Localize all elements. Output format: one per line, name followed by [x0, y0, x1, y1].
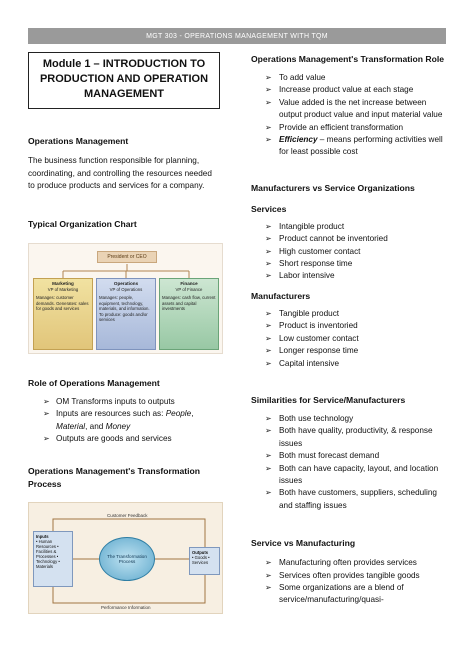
chevron-bullet-icon: ➢	[265, 570, 272, 580]
performance-info-label: Performance Information	[101, 605, 151, 610]
chevron-bullet-icon: ➢	[265, 426, 272, 436]
list-item-text: To add value	[279, 73, 326, 82]
customer-feedback-label: Customer Feedback	[107, 513, 148, 518]
list-item	[251, 570, 447, 582]
list-item-text: Product cannot be inventoried	[279, 234, 388, 244]
org-marketing-title: Marketing	[52, 281, 74, 286]
chevron-bullet-icon: ➢	[265, 259, 272, 269]
similarities-list	[251, 413, 447, 512]
list-item-text: Product is inventoried	[279, 321, 358, 331]
chevron-bullet-icon: ➢	[265, 73, 272, 82]
chevron-bullet-icon: ➢	[265, 271, 272, 281]
role-section	[28, 378, 223, 490]
role-item-people: People	[165, 409, 192, 419]
role-item-text: Inputs are resources such as:	[56, 409, 166, 419]
chevron-bullet-icon: ➢	[265, 308, 272, 318]
arrow-bullet-icon: ➢	[43, 409, 50, 419]
module-title	[28, 52, 220, 109]
inputs-box	[33, 531, 73, 587]
list-item-text: Some organizations are a blend of service/manufacturing/quasi-	[279, 582, 404, 605]
transform-role-heading: Operations Management's Transformation Role	[251, 54, 445, 64]
service-vs-mfg-heading: Service vs Manufacturing	[251, 538, 356, 549]
org-operations-title: Operations	[113, 281, 139, 286]
list-item-text: Both have customers, suppliers, scheduling and staffing issues	[279, 488, 437, 510]
role-item-text: OM Transforms inputs to outputs	[56, 397, 175, 406]
org-marketing-box	[33, 278, 93, 350]
list-item	[251, 358, 447, 370]
ops-mgmt-body: The business function responsible for planning, coordinating, and controlling the resources needed to produce products and services for a company.	[28, 156, 212, 190]
services-heading: Services	[251, 203, 287, 214]
list-item	[251, 425, 447, 450]
process-circle: The Transformation Process	[99, 537, 155, 581]
org-chart-heading: Typical Organization Chart	[28, 218, 137, 229]
list-item: ➢ Inputs are resources such as: People, Material, and Money	[43, 409, 194, 431]
list-item-text: Both must forecast demand	[279, 451, 380, 461]
list-item	[251, 320, 447, 332]
efficiency-term: Efficiency	[279, 135, 318, 145]
inputs-title: Inputs	[36, 534, 49, 539]
chevron-bullet-icon: ➢	[265, 463, 272, 473]
list-item	[251, 233, 447, 245]
right-column	[251, 50, 447, 607]
chevron-bullet-icon: ➢	[265, 85, 272, 95]
list-item-text: Manufacturing often provides services	[279, 558, 417, 568]
org-operations-box	[96, 278, 156, 350]
chevron-bullet-icon: ➢	[265, 97, 272, 107]
chevron-bullet-icon: ➢	[265, 358, 272, 368]
manufacturers-heading: Manufacturers	[251, 290, 311, 301]
transformation-diagram	[28, 502, 223, 614]
list-item	[251, 84, 447, 96]
chevron-bullet-icon: ➢	[265, 246, 272, 256]
role-item-text: Outputs are goods and services	[56, 434, 172, 444]
org-marketing-sub: VP of Marketing	[47, 286, 79, 292]
list-item	[251, 333, 447, 345]
chevron-bullet-icon: ➢	[265, 135, 272, 145]
list-item	[28, 433, 223, 445]
chevron-bullet-icon: ➢	[265, 488, 272, 498]
arrow-bullet-icon: ➢	[43, 434, 50, 444]
transform-diagram-heading-1: Operations Management's Transformation	[28, 465, 201, 476]
list-item-text: Both use technology	[279, 413, 354, 423]
outputs-body: • Goods • Services	[192, 555, 210, 565]
org-operations-sub: VP of Operations	[109, 286, 143, 292]
list-item	[251, 557, 447, 569]
org-finance-box	[159, 278, 219, 350]
chevron-bullet-icon: ➢	[265, 558, 272, 568]
list-item	[251, 582, 447, 607]
list-item-text: Services often provides tangible goods	[279, 570, 420, 580]
role-list	[28, 396, 223, 446]
org-president-box: President or CEO	[97, 251, 157, 263]
outputs-box	[189, 547, 220, 575]
transform-role-list	[251, 72, 447, 159]
role-heading: Role of Operations Management	[28, 378, 160, 388]
org-operations-body: Manages: people, equipment, technology, materials, and information. To produce: goods and/or services	[99, 295, 150, 322]
transform-diagram-heading-2: Process	[28, 478, 62, 489]
chevron-bullet-icon: ➢	[265, 582, 272, 592]
list-item-text: Low customer contact	[279, 333, 359, 343]
efficiency-definition: – means performing activities well for least possible cost	[279, 135, 443, 157]
list-item-text: Both can have capacity, layout, and location issues	[279, 463, 439, 485]
chevron-bullet-icon: ➢	[265, 333, 272, 343]
course-header: MGT 303 - OPERATIONS MANAGEMENT WITH TQM	[28, 28, 446, 44]
list-item-text: Value added is the net increase between output product value and input material value	[279, 97, 443, 120]
list-item	[251, 450, 447, 462]
outputs-title: Outputs	[192, 550, 209, 555]
list-item-text: Intangible product	[279, 221, 345, 231]
list-item-text: Short response time	[279, 259, 353, 269]
list-item	[251, 221, 447, 233]
chevron-bullet-icon: ➢	[265, 321, 272, 331]
list-item	[251, 258, 447, 270]
chevron-bullet-icon: ➢	[265, 451, 272, 461]
chevron-bullet-icon: ➢	[265, 413, 272, 423]
title-line-2: PRODUCTION AND OPERATION	[39, 73, 209, 85]
role-item-and: , and	[85, 421, 106, 431]
mfg-vs-service-heading: Manufacturers vs Service Organizations	[251, 182, 415, 193]
list-item	[251, 246, 447, 258]
inputs-body: • Human Resources • Facilities & Processes • Technology • Materials	[36, 539, 60, 569]
list-item-text: Capital intensive	[279, 358, 340, 368]
arrow-bullet-icon: ➢	[43, 397, 50, 406]
list-item	[251, 122, 447, 134]
org-finance-body: Manages: cash flow, current assets and capital investments	[162, 295, 216, 311]
chevron-bullet-icon: ➢	[265, 221, 272, 231]
list-item	[251, 345, 447, 357]
list-item-text: Increase product value at each stage	[279, 85, 414, 95]
list-item	[251, 97, 447, 122]
list-item-text: Provide an efficient transformation	[279, 122, 404, 132]
services-list	[251, 221, 447, 283]
service-vs-mfg-list	[251, 557, 447, 607]
list-item	[251, 134, 447, 159]
manufacturers-list	[251, 308, 447, 370]
org-finance-title: Finance	[180, 281, 198, 286]
list-item	[251, 308, 447, 320]
list-item	[251, 72, 447, 84]
list-item	[251, 270, 447, 282]
list-item-text: Tangible product	[279, 308, 340, 318]
list-item-text: Both have quality, productivity, & response issues	[279, 426, 433, 448]
chevron-bullet-icon: ➢	[265, 234, 272, 244]
list-item	[251, 463, 447, 488]
list-item	[28, 396, 223, 408]
chevron-bullet-icon: ➢	[265, 122, 272, 132]
chevron-bullet-icon: ➢	[265, 346, 272, 356]
role-item-money: Money	[105, 421, 131, 431]
list-item	[251, 487, 447, 512]
list-item	[251, 413, 447, 425]
ops-mgmt-heading: Operations Management	[28, 136, 129, 146]
role-item-material: Material	[56, 421, 86, 431]
list-item-text: Labor intensive	[279, 271, 335, 281]
list-item-text: High customer contact	[279, 246, 361, 256]
left-column	[28, 50, 220, 230]
org-marketing-body: Manages: customer demands. Generates: sales for goods and services	[36, 295, 89, 311]
list-item-text: Longer response time	[279, 346, 359, 356]
title-line-3: MANAGEMENT	[83, 88, 165, 100]
org-finance-sub: VP of Finance	[175, 286, 203, 292]
title-line-1: Module 1 – INTRODUCTION TO	[42, 58, 206, 70]
org-chart-figure	[28, 243, 223, 354]
similarities-heading: Similarities for Service/Manufacturers	[251, 394, 406, 405]
